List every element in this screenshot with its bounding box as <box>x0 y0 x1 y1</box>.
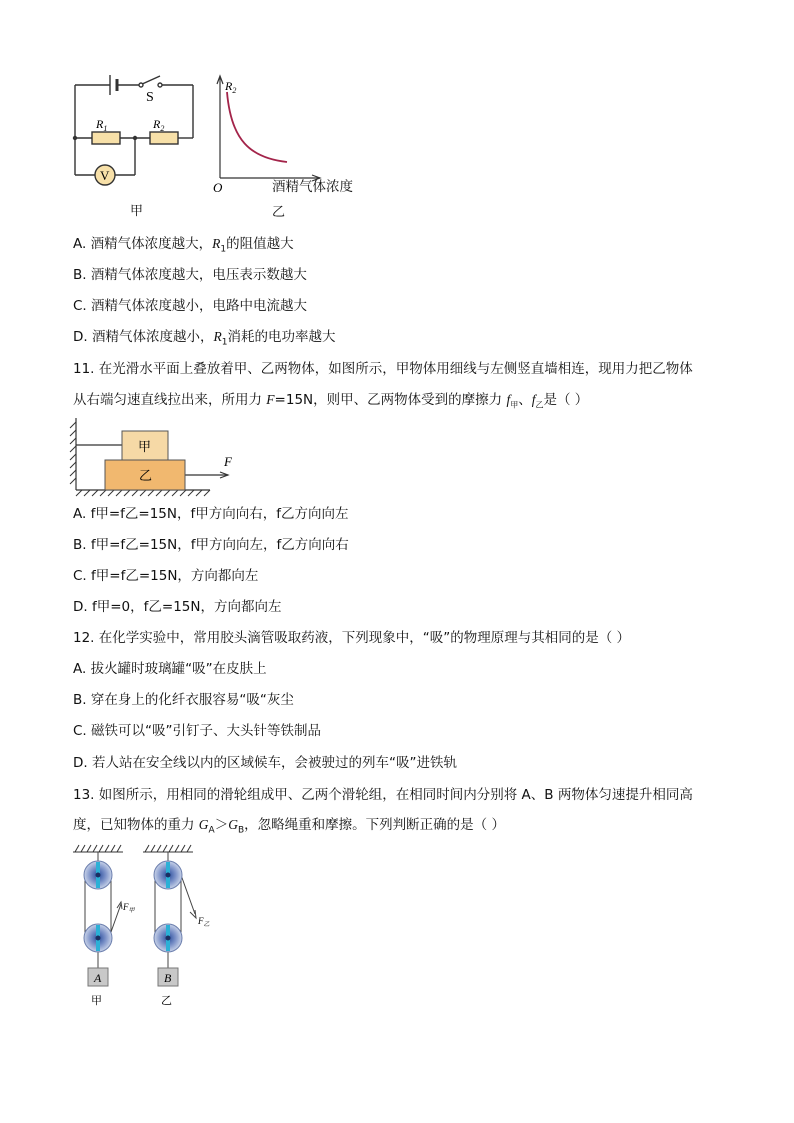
q11-stem-line1: 11. 在光滑水平面上叠放着甲、乙两物体，如图所示，甲物体用细线与左侧竖直墙相连，现用力把乙物体 <box>73 361 693 377</box>
q13-stem-line2: 度，已知物体的重力 $G_A>G_B$，忽略绳重和摩擦。下列判断正确的是（ ） <box>73 817 505 836</box>
q10-option-b: B. 酒精气体浓度越大，电压表示数越大 <box>73 267 307 283</box>
force-label: F <box>224 454 232 469</box>
q12-option-a: A. 拔火罐时玻璃罐“吸”在皮肤上 <box>73 661 267 677</box>
pulley-caption-jia: 甲 <box>91 995 102 1007</box>
voltmeter-label: V <box>100 168 110 183</box>
pulley-caption-yi: 乙 <box>161 995 172 1007</box>
q10-option-c: C. 酒精气体浓度越小，电路中电流越大 <box>73 298 308 314</box>
circuit-diagram <box>60 65 210 195</box>
q11-option-b: B. f甲=f乙=15N，f甲方向向左，f乙方向向右 <box>73 537 349 553</box>
force-yi-label: F <box>198 916 204 926</box>
force-jia-sub: 甲 <box>128 908 135 914</box>
r2-label: R <box>153 117 161 131</box>
graph-origin: O <box>213 180 223 195</box>
block-jia-label: 甲 <box>138 439 152 454</box>
svg-text:R2 <box>224 79 236 95</box>
fig-caption-jia: 甲 <box>130 204 144 219</box>
block-a-label: A <box>94 971 102 985</box>
graph-xlabel: 酒精气体浓度 <box>272 179 353 195</box>
q11-option-d: D. f甲=0，f乙=15N，方向都向左 <box>73 599 282 615</box>
svg-text:R1 <box>95 117 107 133</box>
r1-label: R <box>96 117 104 131</box>
r2-sub: 2 <box>160 124 165 133</box>
svg-text:F乙 <box>197 916 210 928</box>
graph-ylabel-sub: 2 <box>232 86 237 95</box>
pulley-diagram <box>65 842 235 1012</box>
q11-option-a: A. f甲=f乙=15N，f甲方向向右，f乙方向向左 <box>73 506 349 522</box>
r1-sub: 1 <box>103 124 108 133</box>
q12-stem: 12. 在化学实验中，常用胶头滴管吸取药液，下列现象中，“吸”的物理原理与其相同的是（ ） <box>73 630 631 646</box>
q11-option-c: C. f甲=f乙=15N，方向都向左 <box>73 568 259 584</box>
block-yi-label: 乙 <box>139 468 153 483</box>
friction-diagram <box>68 418 248 498</box>
q10-option-d: D. 酒精气体浓度越小，$R_1$消耗的电功率越大 <box>73 329 336 348</box>
q12-option-d: D. 若人站在安全线以内的区域候车，会被驶过的列车“吸”进铁轨 <box>73 755 457 771</box>
svg-text:F甲 <box>122 902 136 914</box>
fig-caption-yi: 乙 <box>272 205 286 220</box>
graph-ylabel: R <box>225 79 233 93</box>
force-yi-sub: 乙 <box>203 922 210 928</box>
q13-stem-line1: 13. 如图所示，用相同的滑轮组成甲、乙两个滑轮组，在相同时间内分别将 A、B 两物体匀速提升相同高 <box>73 787 693 803</box>
q11-stem-line2: 从右端匀速直线拉出来，所用力 F=15N，则甲、乙两物体受到的摩擦力 $f_甲$、$f_乙$是（ ） <box>73 392 589 410</box>
q12-option-c: C. 磁铁可以“吸”引钉子、大头针等铁制品 <box>73 723 321 739</box>
svg-text:R2 <box>152 117 164 133</box>
q10-option-a: A. 酒精气体浓度越大，$R_1$的阻值越大 <box>73 236 294 255</box>
q12-option-b: B. 穿在身上的化纤衣服容易“吸“灰尘 <box>73 692 294 708</box>
force-jia-label: F <box>123 902 129 912</box>
switch-label: S <box>146 90 154 105</box>
block-b-label: B <box>164 971 172 985</box>
